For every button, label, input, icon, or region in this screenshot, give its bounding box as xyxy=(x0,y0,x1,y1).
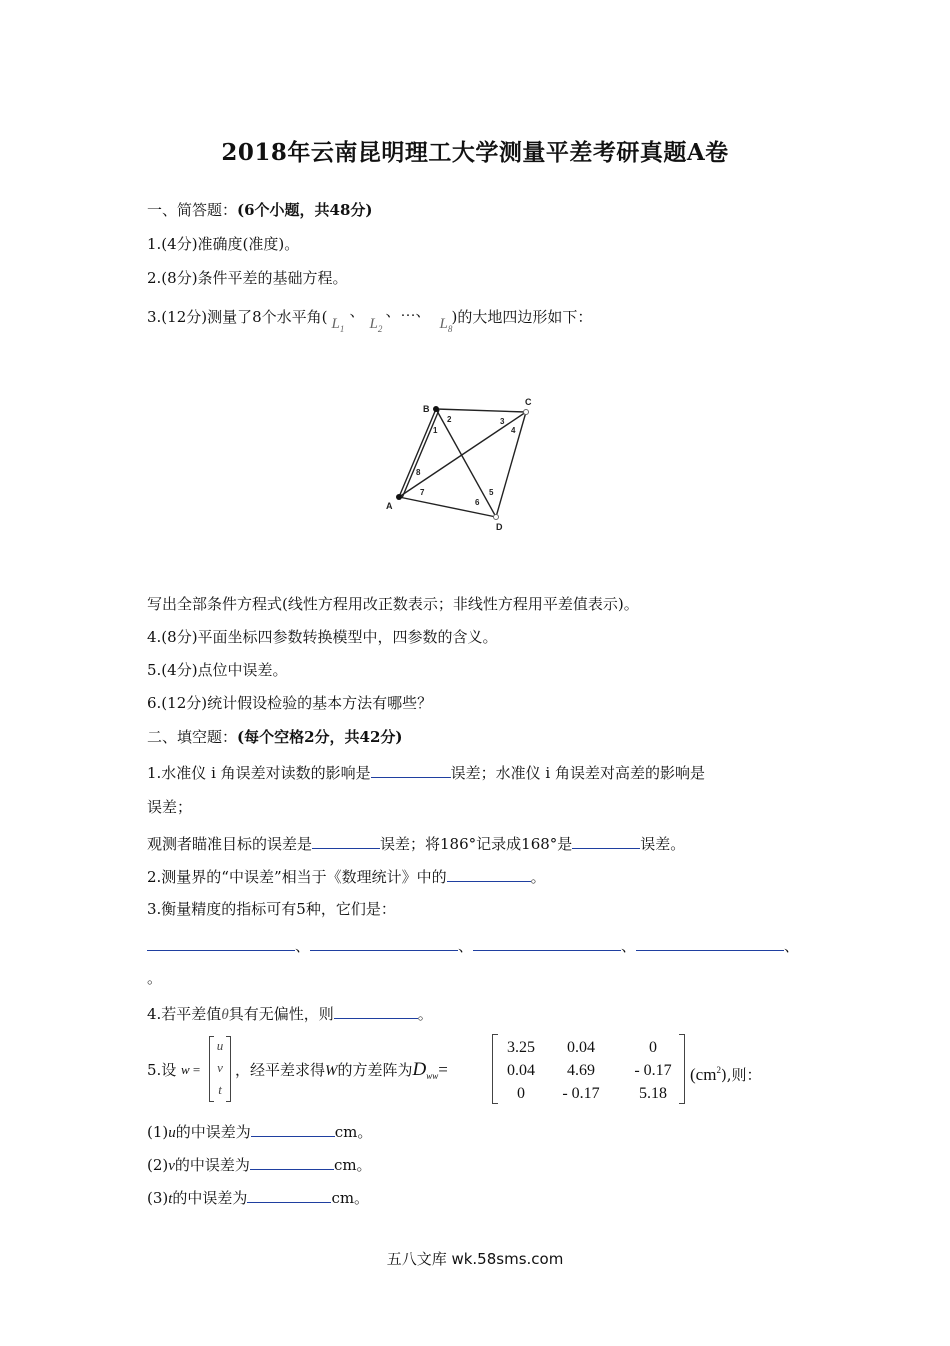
symbol-L2: $L_2$ xyxy=(369,316,383,334)
matrix-corner-tr xyxy=(679,1034,684,1035)
footer-watermark[interactable]: 五八文库 wk.58sms.com xyxy=(386,1250,564,1268)
angle-label-5: 5 xyxy=(489,488,494,497)
unit-superscript: 2 xyxy=(716,1065,721,1075)
D-symbol: D xyxy=(412,1059,427,1080)
page-title: 2018年云南昆明理工大学测量平差考研真题A卷 xyxy=(221,139,729,166)
var-t: t xyxy=(168,1191,173,1207)
section2-heading-prefix: 二、填空题： xyxy=(147,728,238,746)
angle-label-2: 2 xyxy=(447,415,452,424)
fill-3: 3.衡量精度的指标可有5种，它们是： xyxy=(147,900,396,918)
vector-corner-tl xyxy=(210,1036,214,1037)
matrix-row-1 xyxy=(493,1036,684,1059)
matrix-cell: 4.69 xyxy=(567,1062,595,1079)
blank-1a[interactable] xyxy=(371,761,451,778)
fill-1-text-b: 误差；水准仪 i 角误差对高差的影响是 xyxy=(450,764,705,782)
question-2: 2.(8分)条件平差的基础方程。 xyxy=(147,269,348,287)
matrix-cell: 0 xyxy=(649,1039,657,1056)
fill-5-3-unit: cm。 xyxy=(331,1189,370,1207)
matrix-row-3 xyxy=(493,1082,684,1105)
section1-heading-prefix: 一、简答题： xyxy=(147,201,238,219)
point-label-B: B xyxy=(423,404,430,414)
point-label-D: D xyxy=(496,522,503,532)
matrix-cell: - 0.17 xyxy=(562,1085,600,1102)
fill-1-text-c: 误差； xyxy=(147,798,193,816)
question-3-prefix: 3.(12分)测量了8个水平角( xyxy=(147,308,328,326)
blank-1c[interactable] xyxy=(312,832,380,849)
fill-5-1-unit: cm。 xyxy=(334,1123,373,1141)
fill-5-w-equals xyxy=(181,1060,200,1080)
matrix-corner-tl xyxy=(493,1034,498,1035)
question-4: 4.(8分)平面坐标四参数转换模型中，四参数的含义。 xyxy=(147,628,498,646)
point-B-marker xyxy=(433,406,439,412)
fill-5-2 xyxy=(147,1153,372,1176)
fill-3-blanks xyxy=(147,934,799,956)
fill-2-text-a: 2.测量界的“中误差”相当于《数理统计》中的 xyxy=(147,868,447,886)
fill-5-2-text: 的中误差为 xyxy=(174,1156,250,1174)
equals-sign-1: = xyxy=(192,1062,201,1077)
question-3-suffix: )的大地四边形如下： xyxy=(451,308,593,326)
var-u: u xyxy=(168,1125,176,1141)
blank-3b[interactable] xyxy=(310,934,458,951)
vector-corner-bl xyxy=(210,1101,214,1102)
point-label-C: C xyxy=(525,397,532,407)
diagonal-AC xyxy=(399,412,526,497)
theta-hat-symbol: θ̂ xyxy=(221,1007,229,1023)
angle-label-8: 8 xyxy=(416,468,421,477)
blank-5-2[interactable] xyxy=(250,1153,334,1170)
blank-2[interactable] xyxy=(447,865,531,882)
point-label-A: A xyxy=(386,501,393,511)
question-3-instruction: 写出全部条件方程式(线性方程用改正数表示；非线性方程用平差值表示)。 xyxy=(147,595,639,613)
vector-v: v xyxy=(217,1060,223,1075)
edge-AD xyxy=(399,497,496,517)
fill-5-unit xyxy=(690,1060,762,1085)
fill-3-sep-3: 、 xyxy=(621,937,637,955)
fill-4-text-b: 具有无偏性，则 xyxy=(228,1005,334,1023)
vector-t: t xyxy=(218,1082,222,1097)
vector-u: u xyxy=(216,1038,224,1053)
equals-sign-2: = xyxy=(438,1060,448,1079)
fill-5-1-label: (1) xyxy=(147,1123,169,1141)
point-D-marker xyxy=(494,515,499,520)
fill-5-label-a: 5.设 xyxy=(147,1061,177,1079)
angle-label-3: 3 xyxy=(500,417,505,426)
fill-3-sep-4: 、 xyxy=(784,937,800,955)
w-symbol: w xyxy=(181,1062,190,1077)
fill-1-text-d: 观测者瞄准目标的误差是 xyxy=(147,835,313,853)
section2-heading xyxy=(147,727,403,747)
fill-5-3-label: (3) xyxy=(147,1189,169,1207)
fill-5-1 xyxy=(147,1120,372,1143)
fill-3-sep-1: 、 xyxy=(295,937,311,955)
fill-4-text-c: 。 xyxy=(417,1005,433,1023)
fill-4-text-a: 4.若平差值 xyxy=(147,1005,222,1023)
blank-3c[interactable] xyxy=(473,934,621,951)
angle-label-6: 6 xyxy=(475,498,480,507)
blank-1d[interactable] xyxy=(572,832,640,849)
fill-2-text-b: 。 xyxy=(530,868,546,886)
fill-1-text-a: 1.水准仪 i 角误差对读数的影响是 xyxy=(147,764,371,782)
edge-AB-double xyxy=(402,410,439,498)
blank-5-3[interactable] xyxy=(247,1186,331,1203)
fill-5-text-d: ),则： xyxy=(720,1066,762,1084)
blank-4[interactable] xyxy=(334,1002,418,1019)
fill-4 xyxy=(147,1002,433,1025)
quadrilateral-figure xyxy=(380,392,550,537)
blank-3d[interactable] xyxy=(636,934,784,951)
point-A-marker xyxy=(396,494,402,500)
fill-1-line-1 xyxy=(147,761,705,783)
angle-label-7: 7 xyxy=(420,488,425,497)
question-1: 1.(4分)准确度(准度)。 xyxy=(147,235,300,253)
fill-3-end: 。 xyxy=(147,969,163,987)
matrix-cell: 5.18 xyxy=(639,1085,667,1102)
vector-bracket xyxy=(209,1036,231,1102)
variance-matrix xyxy=(492,1034,685,1104)
matrix-cell: 0 xyxy=(517,1085,525,1102)
angle-label-1: 1 xyxy=(433,426,438,435)
vector-corner-br xyxy=(226,1101,230,1102)
matrix-cell: 0.04 xyxy=(507,1062,535,1079)
fill-5-3 xyxy=(147,1186,369,1209)
edge-BC xyxy=(436,409,526,412)
fill-5-middle xyxy=(235,1060,448,1086)
diagonal-BD xyxy=(436,409,496,517)
blank-3a[interactable] xyxy=(147,934,295,951)
fill-5-text-b: ，经平差求得 xyxy=(235,1061,326,1079)
D-subscript: ww xyxy=(426,1071,439,1081)
question-5: 5.(4分)点位中误差。 xyxy=(147,661,288,679)
blank-5-1[interactable] xyxy=(251,1120,335,1137)
section1-heading-score: (6个小题，共48分) xyxy=(237,201,373,219)
fill-3-sep-2: 、 xyxy=(458,937,474,955)
fill-5-1-text: 的中误差为 xyxy=(175,1123,251,1141)
question-3 xyxy=(147,302,593,334)
point-C-marker xyxy=(524,410,529,415)
symbol-L1: $L_1$ xyxy=(331,316,345,334)
fill-5-2-unit: cm。 xyxy=(333,1156,372,1174)
var-v: v xyxy=(168,1158,175,1174)
symbol-L8: $L_8$ xyxy=(439,316,453,334)
fill-1-line-3 xyxy=(147,832,685,854)
symbol-sep-1: 、 xyxy=(349,304,365,320)
fill-1-line-2 xyxy=(147,797,192,817)
fill-5-3-text: 的中误差为 xyxy=(172,1189,248,1207)
matrix-cell: - 0.17 xyxy=(634,1062,672,1079)
question-6: 6.(12分)统计假设检验的基本方法有哪些？ xyxy=(147,694,433,712)
fill-2 xyxy=(147,865,546,887)
unit-cm: (cm xyxy=(690,1065,717,1084)
angle-label-4: 4 xyxy=(511,426,516,435)
fill-1-text-f: 误差。 xyxy=(640,835,686,853)
W-symbol: W xyxy=(325,1063,338,1079)
matrix-cell: 0.04 xyxy=(567,1039,595,1056)
fill-1-text-e: 误差；将186°记录成168°是 xyxy=(380,835,573,853)
matrix-row-2 xyxy=(493,1059,684,1082)
section1-heading xyxy=(147,200,373,220)
symbol-sep-2: 、…、 xyxy=(385,304,431,320)
matrix-cell: 3.25 xyxy=(507,1039,535,1056)
fill-5-text-c: 的方差阵为 xyxy=(337,1061,413,1079)
vector-corner-tr xyxy=(226,1036,230,1037)
angle-symbols xyxy=(328,302,453,334)
matrix-rows xyxy=(493,1036,684,1105)
fill-5-2-label: (2) xyxy=(147,1156,169,1174)
section2-heading-score: (每个空格2分，共42分) xyxy=(237,728,403,746)
